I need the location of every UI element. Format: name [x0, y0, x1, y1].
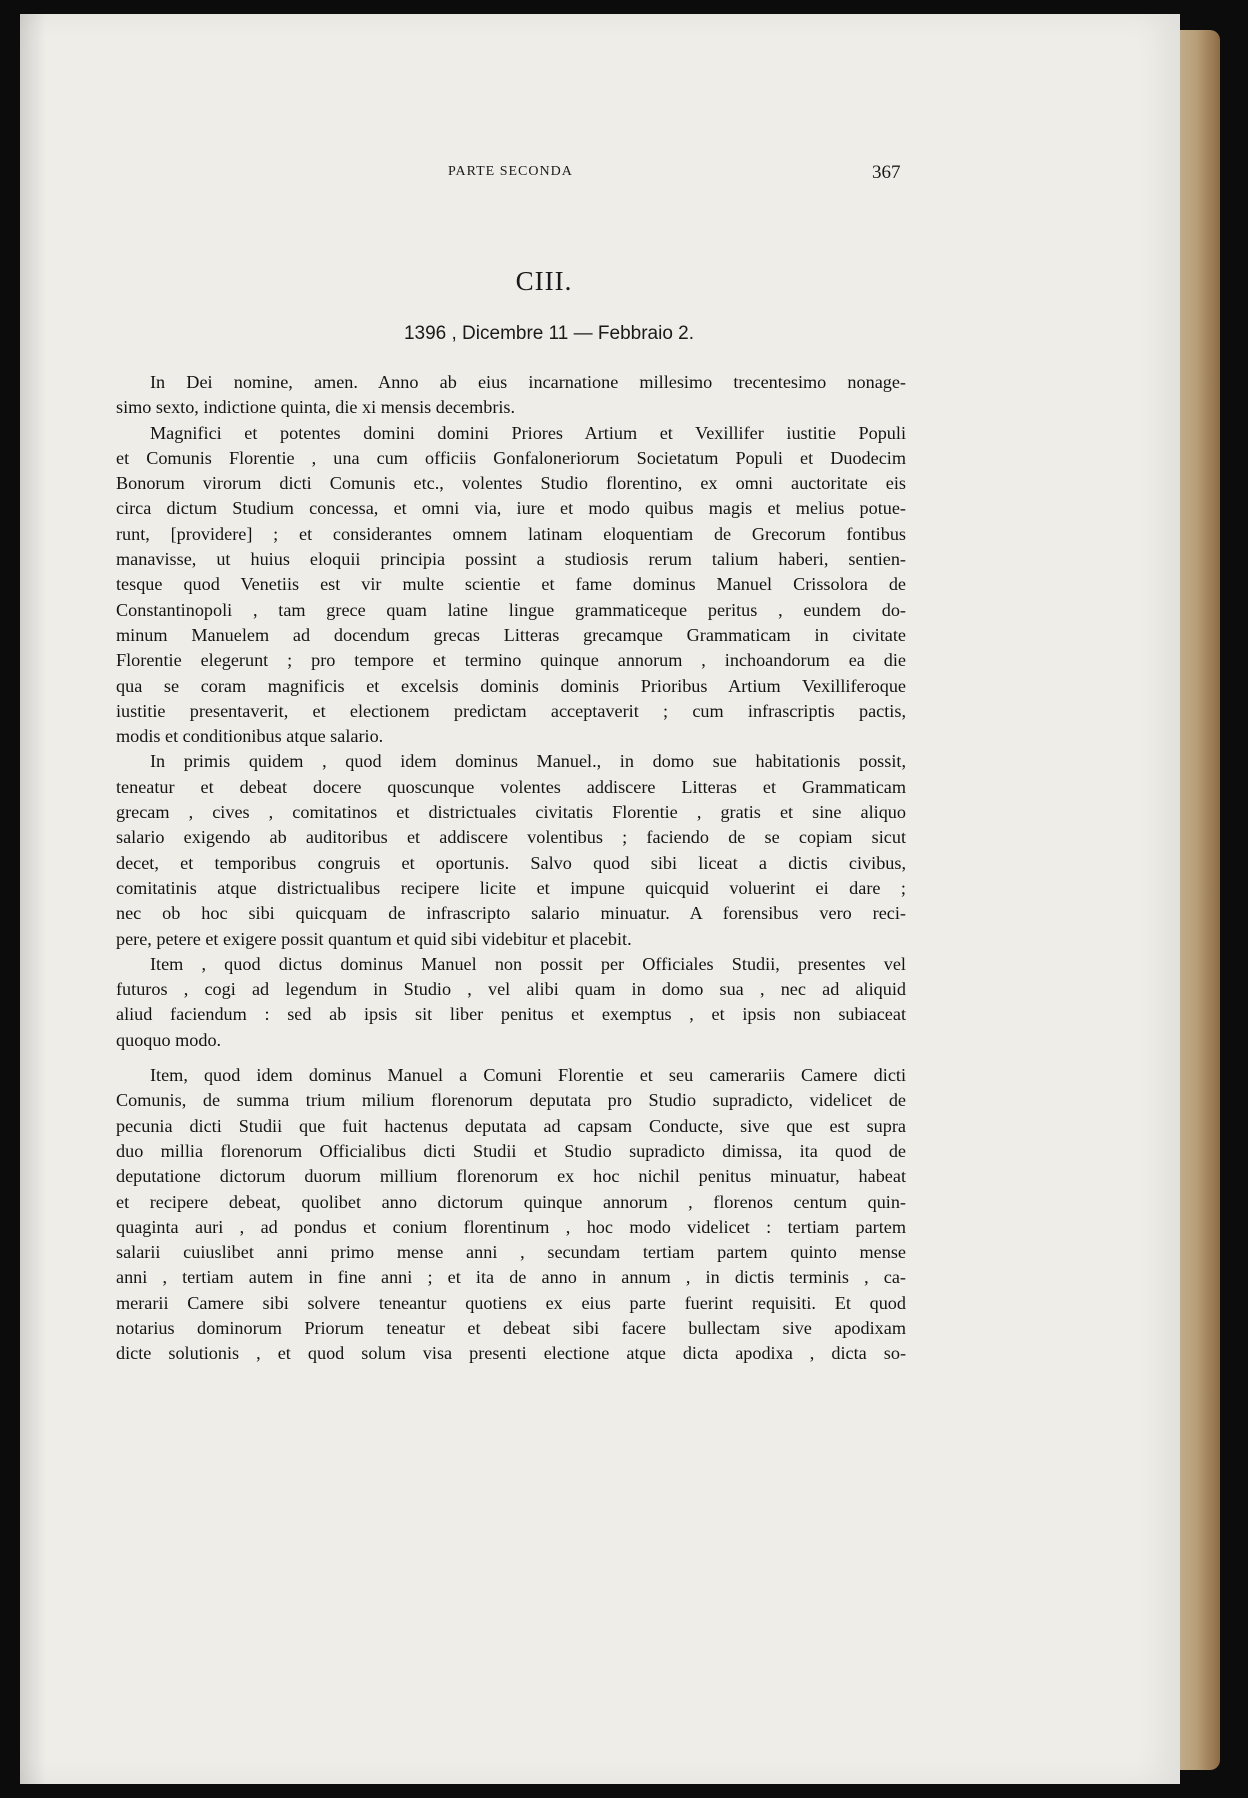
document-number: CIII.	[515, 266, 573, 296]
text-line: merarii Camere sibi solvere teneantur quotiens ex eius parte fuerint requisiti. Et quod	[116, 1292, 906, 1313]
text-line: Constantinopoli , tam grece quam latine lingue grammaticeque peritus , eundem do-	[116, 599, 906, 620]
text-line: modis et conditionibus atque salario.	[116, 726, 384, 747]
text-line: futuros , cogi ad legendum in Studio , vel alibi quam in domo sua , nec ad aliquid	[116, 979, 906, 1000]
text-line: Item, quod idem dominus Manuel a Comuni Florentie et seu camerariis Camere dicti	[150, 1065, 906, 1086]
text-line: Florentie elegerunt ; pro tempore et termino quinque annorum , inchoandorum ea die	[116, 650, 906, 671]
text-line: grecam , cives , comitatinos et districtuales civitatis Florentie , gratis et sine aliquo	[116, 802, 906, 823]
text-line: et Comunis Florentie , una cum officiis Gonfaloneriorum Societatum Populi et Duodecim	[116, 447, 906, 468]
text-line: In primis quidem , quod idem dominus Manuel., in domo sue habitationis possit,	[150, 751, 906, 772]
running-title: PARTE SECONDA	[448, 164, 573, 179]
text-line: minum Manuelem ad docendum grecas Litteras grecamque Grammaticam in civitate	[116, 624, 906, 645]
running-header	[20, 164, 1180, 188]
text-line: deputatione dictorum duorum millium florenorum ex hoc nichil penitus minuatur, habeat	[116, 1166, 906, 1187]
text-line: quoquo modo.	[116, 1029, 222, 1050]
text-line: salarii cuiuslibet anni primo mense anni , secundam tertiam partem quinto mense	[116, 1242, 906, 1263]
text-line: aliud faciendum : sed ab ipsis sit liber penitus et exemptus , et ipsis non subiaceat	[116, 1004, 906, 1025]
text-line: duo millia florenorum Officialibus dicti Studii et Studio supradicto dimissa, ita quod de	[116, 1140, 906, 1161]
text-line: qua se coram magnificis et excelsis dominis dominis Prioribus Artium Vexilliferoque	[116, 675, 906, 696]
text-line: Bonorum virorum dicti Comunis etc., volentes Studio florentino, ex omni auctoritate eis	[116, 473, 906, 494]
text-line: dicte solutionis , et quod solum visa presenti electione atque dicta apodixa , dicta so-	[116, 1343, 906, 1364]
text-line: Comunis, de summa trium milium florenorum deputata pro Studio supradicto, videlicet de	[116, 1090, 906, 1111]
page-number: 367	[872, 162, 901, 183]
text-line: Item , quod dictus dominus Manuel non possit per Officiales Studii, presentes vel	[150, 953, 906, 974]
text-line: decet, et temporibus congruis et oportunis. Salvo quod sibi liceat a dictis civibus,	[116, 852, 906, 873]
text-line: circa dictum Studium concessa, et omni via, iure et modo quibus magis et melius potue-	[116, 498, 906, 519]
text-line: nec ob hoc sibi quicquam de infrascripto salario minuatur. A forensibus vero reci-	[116, 903, 906, 924]
text-line: iustitie presentaverit, et electionem predictam acceptaverit ; cum infrascriptis pactis,	[116, 700, 906, 721]
text-line: et recipere debeat, quolibet anno dictorum quinque annorum , florenos centum quin-	[116, 1191, 906, 1212]
text-line: anni , tertiam autem in fine anni ; et ita de anno in annum , in dictis terminis , ca-	[116, 1267, 906, 1288]
document-date: 1396 , Dicembre 11 — Febbraio 2.	[403, 323, 695, 344]
text-line: runt, [providere] ; et considerantes omnem latinam eloquentiam de Grecorum fontibus	[116, 523, 906, 544]
text-line: manavisse, ut huius eloquii principia possint a studiosis rerum talium haberi, sentien-	[116, 549, 906, 570]
text-line: notarius dominorum Priorum teneatur et debeat sibi facere bullectam sive apodixam	[116, 1317, 906, 1338]
text-line: quaginta auri , ad pondus et conium florentinum , hoc modo videlicet : tertiam partem	[116, 1216, 906, 1237]
text-line: Magnifici et potentes domini domini Priores Artium et Vexillifer iustitie Populi	[150, 422, 906, 443]
text-line: simo sexto, indictione quinta, die xi mensis decembris.	[116, 397, 516, 418]
text-line: pecunia dicti Studii que fuit hactenus deputata ad capsam Conducte, sive que est supra	[116, 1115, 906, 1136]
body-text	[116, 370, 906, 1367]
text-line: pere, petere et exigere possit quantum et quid sibi videbitur et placebit.	[116, 928, 632, 949]
text-line: salario exigendo ab auditoribus et addiscere volentibus ; faciendo de se copiam sicut	[116, 827, 906, 848]
text-line: comitatinis atque districtualibus recipere licite et impune quicquid voluerint ei dare ;	[116, 877, 906, 898]
text-line: tesque quod Venetiis est vir multe scientie et fame dominus Manuel Crissolora de	[116, 574, 906, 595]
text-line: teneatur et debeat docere quoscunque volentes addiscere Litteras et Grammaticam	[116, 776, 906, 797]
text-line: In Dei nomine, amen. Anno ab eius incarnatione millesimo trecentesimo nonage-	[150, 372, 906, 392]
book-page	[20, 14, 1180, 1784]
